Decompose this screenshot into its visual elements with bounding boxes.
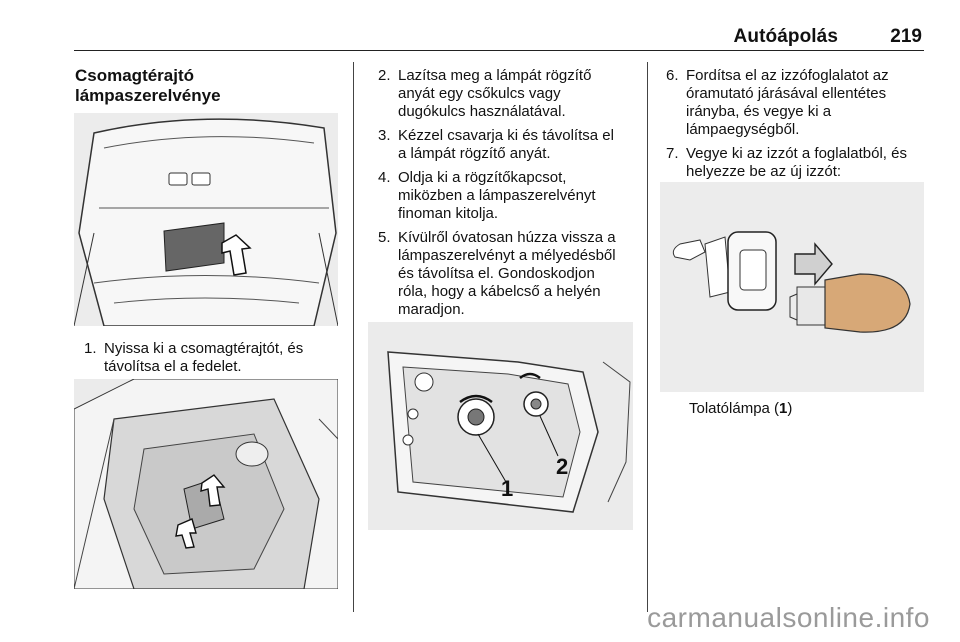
step-line: Fordítsa el az izzófoglalatot az: [686, 67, 889, 84]
step-line: távolítsa el a fedelet.: [104, 358, 242, 375]
bulb-illustration: [660, 182, 924, 392]
step-line: Nyissa ki a csomagtérajtót, és: [104, 340, 304, 357]
step-line: anyát egy csőkulcs vagy: [398, 85, 561, 102]
figure-caption: [689, 400, 792, 417]
step-line: lámpaegységből.: [686, 121, 800, 138]
step-5: [378, 229, 643, 319]
tailgate-illustration: [74, 113, 338, 326]
caption-bold-number: 1: [779, 400, 788, 417]
step-line: finoman kitolja.: [398, 205, 499, 222]
step-line: Oldja ki a rögzítőkapcsot,: [398, 169, 567, 186]
step-2: [378, 67, 643, 121]
step-text: [686, 67, 931, 139]
page-number: 219: [890, 26, 922, 47]
step-line: Kívülről óvatosan húzza vissza a: [398, 229, 616, 246]
step-number: 7.: [666, 145, 679, 162]
step-text: [686, 145, 931, 181]
step-text: [104, 340, 344, 376]
step-text: [398, 127, 643, 163]
step-number: 4.: [378, 169, 391, 186]
step-number: 3.: [378, 127, 391, 144]
column-divider-right: [647, 62, 648, 612]
step-1: [84, 340, 344, 376]
caption-text: Tolatólámpa (: [689, 400, 780, 417]
step-line: a lámpát rögzítő anyát.: [398, 145, 551, 162]
figure-cover-removal: [74, 379, 338, 589]
callout-label-2: 2: [556, 454, 569, 479]
header-divider: [74, 50, 924, 51]
step-line: helyezze be az új izzót:: [686, 163, 842, 180]
step-line: róla, hogy a kábelcső a helyén: [398, 283, 601, 300]
figure-tailgate-open: [74, 113, 338, 326]
step-line: lámpaszerelvényt a mélyedésből: [398, 247, 616, 264]
heading-line: lámpaszerelvénye: [75, 86, 221, 105]
step-line: irányba, és vegye ki a: [686, 103, 832, 120]
step-number: 2.: [378, 67, 391, 84]
step-line: és távolítsa el. Gondoskodjon: [398, 265, 595, 282]
step-number: 1.: [84, 340, 97, 357]
step-line: Vegye ki az izzót a foglalatból, és: [686, 145, 907, 162]
step-6: [666, 67, 931, 139]
step-4: [378, 169, 643, 223]
section-heading: [75, 66, 335, 106]
cover-illustration: [74, 379, 338, 589]
callout-label-1: 1: [501, 476, 514, 501]
section-title: Autóápolás: [733, 26, 838, 47]
caption-end: ): [787, 400, 793, 417]
step-text: [398, 67, 643, 121]
column-divider-left: [353, 62, 354, 612]
step-line: Lazítsa meg a lámpát rögzítő: [398, 67, 592, 84]
step-text: [398, 169, 643, 223]
step-line: dugókulcs használatával.: [398, 103, 566, 120]
step-line: maradjon.: [398, 301, 465, 318]
step-number: 6.: [666, 67, 679, 84]
step-line: Kézzel csavarja ki és távolítsa el: [398, 127, 614, 144]
step-line: óramutató járásával ellentétes: [686, 85, 887, 102]
step-7: [666, 145, 931, 181]
step-line: miközben a lámpaszerelvényt: [398, 187, 596, 204]
heading-line: Csomagtérajtó: [75, 66, 195, 85]
step-text: [398, 229, 643, 319]
figure-bulb: [660, 182, 924, 392]
step-3: [378, 127, 643, 163]
watermark: carmanualsonline.info: [647, 602, 930, 633]
step-number: 5.: [378, 229, 391, 246]
figure-lamp-assembly: [368, 322, 633, 530]
